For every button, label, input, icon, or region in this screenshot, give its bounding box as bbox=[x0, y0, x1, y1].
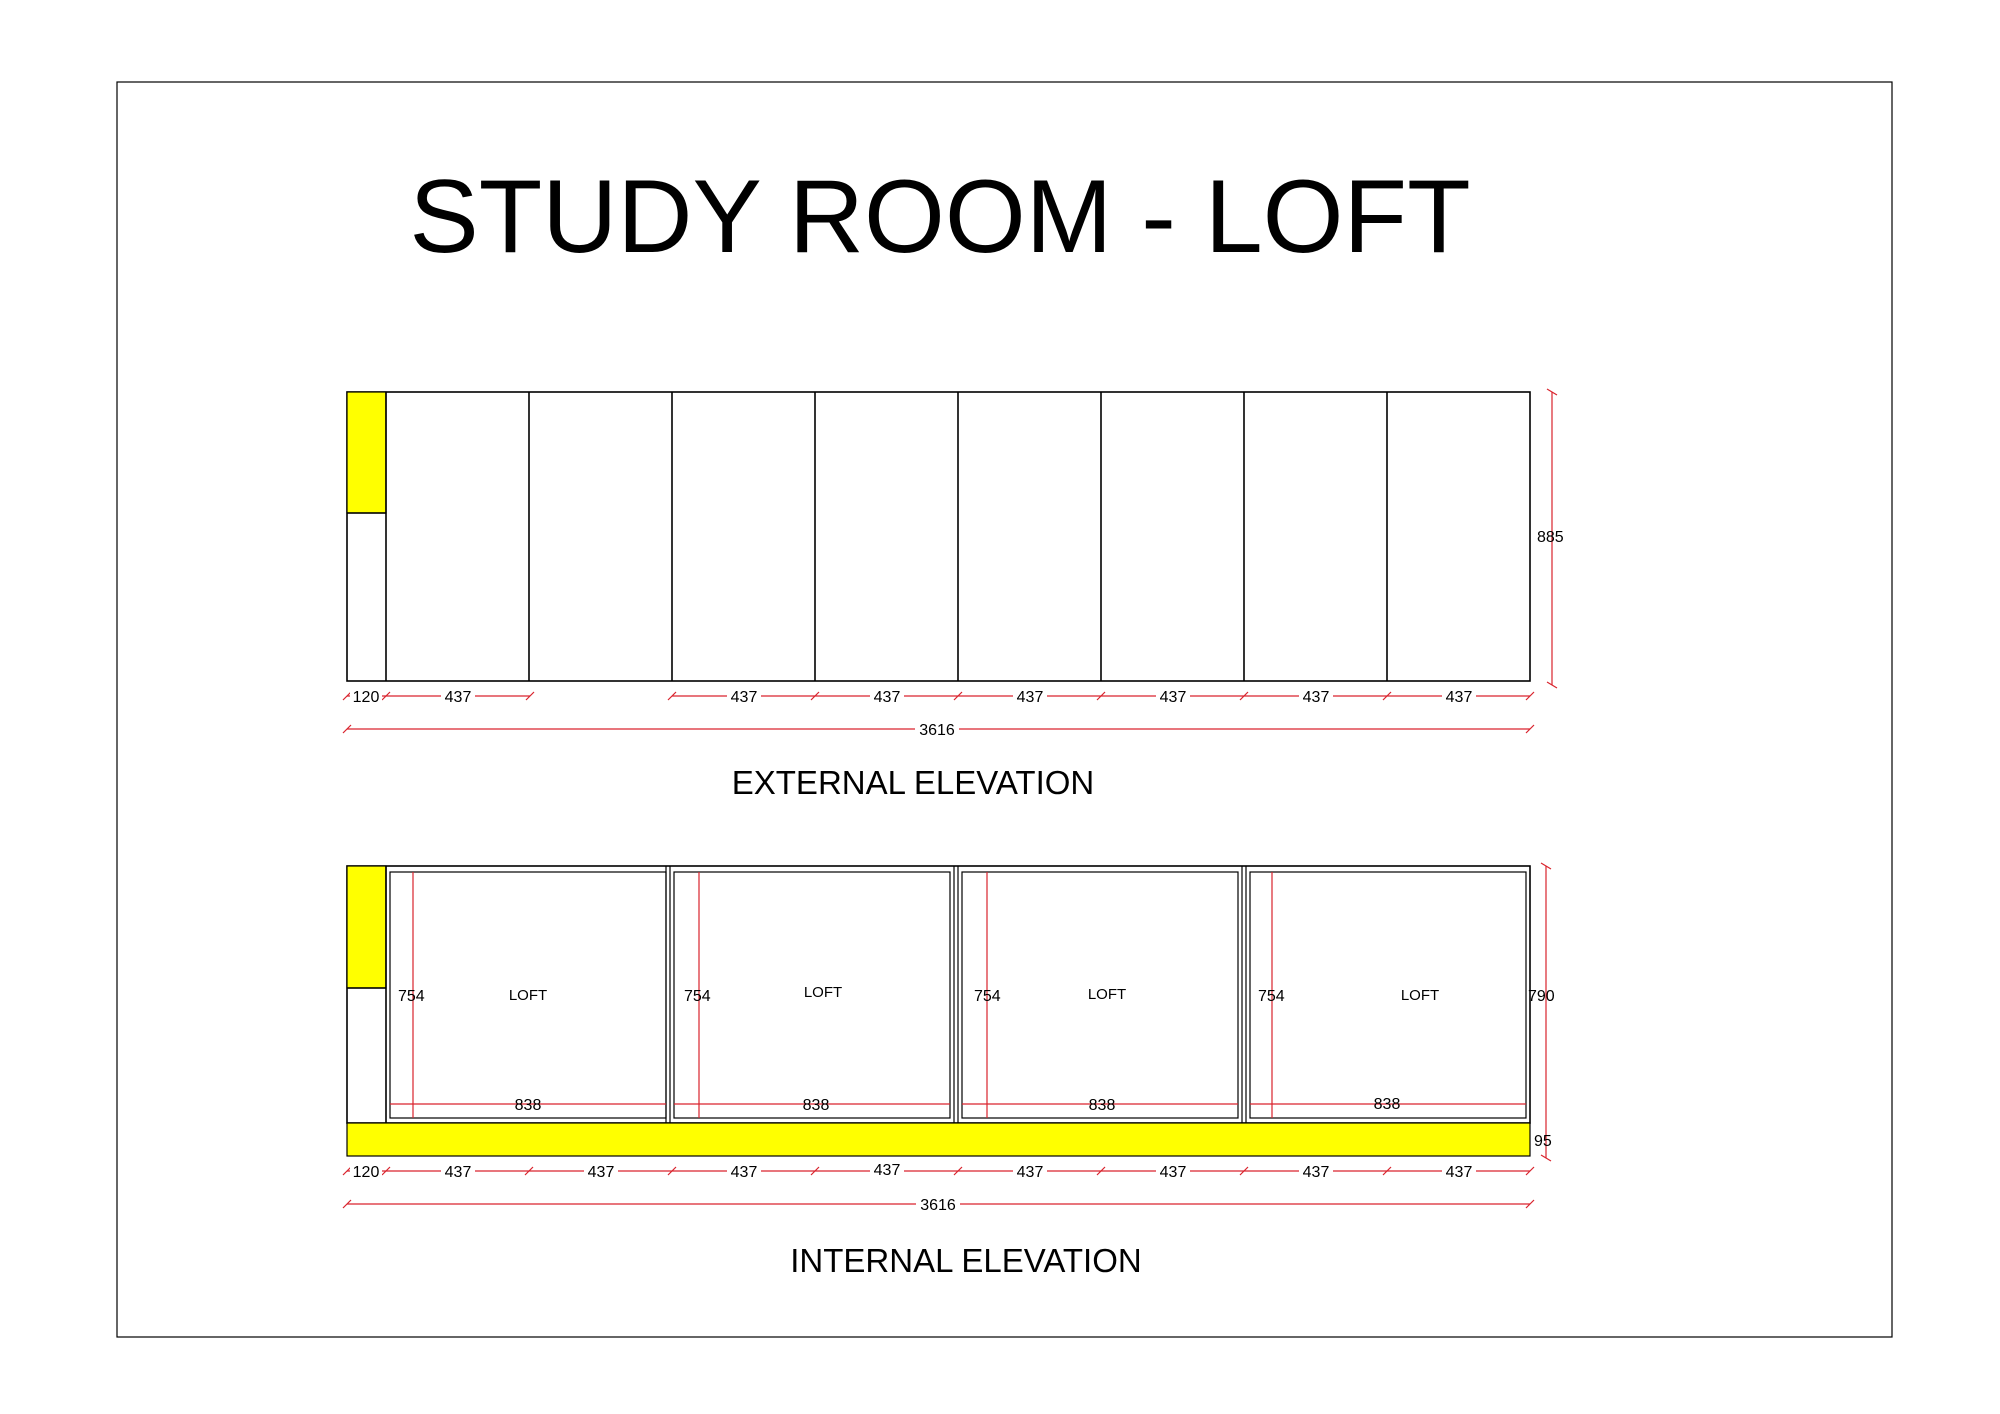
dim-label: 437 bbox=[873, 689, 901, 706]
loft-compartment-4 bbox=[1250, 872, 1526, 1118]
compartment-frame bbox=[1250, 872, 1526, 1118]
compartment-height-dim: 754 bbox=[974, 988, 1001, 1005]
dim-label: 437 bbox=[730, 689, 758, 706]
dim-label: 437 bbox=[1016, 689, 1044, 706]
external-outline bbox=[347, 392, 1530, 681]
compartment-label: LOFT bbox=[508, 987, 548, 1004]
loft-compartment-3 bbox=[962, 866, 1246, 1123]
compartment-height-dim: 754 bbox=[398, 988, 425, 1005]
compartment-height-dim: 754 bbox=[684, 988, 711, 1005]
external-yellow-panel bbox=[347, 392, 386, 513]
dim-label: 437 bbox=[1016, 1164, 1044, 1181]
external-elevation-caption: EXTERNAL ELEVATION bbox=[731, 764, 1095, 801]
internal-elevation-caption: INTERNAL ELEVATION bbox=[790, 1242, 1142, 1279]
compartment-height-dim: 754 bbox=[1258, 988, 1285, 1005]
loft-compartment-1 bbox=[390, 866, 670, 1123]
dim-label: 437 bbox=[730, 1164, 758, 1181]
dim-label: 437 bbox=[873, 1162, 901, 1179]
dim-label: 437 bbox=[444, 1164, 472, 1181]
dim-label: 437 bbox=[1159, 1164, 1187, 1181]
dim-label: 120 bbox=[352, 1164, 380, 1181]
external-height-dim: 885 bbox=[1537, 529, 1564, 546]
compartment-width-dim: 838 bbox=[802, 1097, 830, 1114]
compartment-width-dim: 838 bbox=[1373, 1096, 1401, 1113]
internal-elevation bbox=[343, 863, 1555, 1279]
compartment-label: LOFT bbox=[1400, 987, 1440, 1004]
dim-label: 437 bbox=[1302, 1164, 1330, 1181]
dim-label: 437 bbox=[1302, 689, 1330, 706]
dim-label: 437 bbox=[1445, 689, 1473, 706]
dim-label: 437 bbox=[1445, 1164, 1473, 1181]
compartment-label: LOFT bbox=[803, 984, 843, 1001]
loft-compartment-2 bbox=[674, 866, 958, 1123]
drawing-title: STUDY ROOM - LOFT bbox=[409, 159, 1471, 275]
external-elevation bbox=[343, 389, 1564, 801]
dim-label: 437 bbox=[587, 1164, 615, 1181]
internal-total-dim: 3616 bbox=[920, 1197, 956, 1214]
compartment-label: LOFT bbox=[1087, 986, 1127, 1003]
dim-label: 437 bbox=[1159, 689, 1187, 706]
external-total-dim: 3616 bbox=[919, 722, 955, 739]
external-shutter-dividers bbox=[529, 392, 1387, 681]
internal-height-dim: 790 bbox=[1528, 988, 1555, 1005]
plinth-height-dim: 95 bbox=[1534, 1133, 1552, 1150]
dim-label: 120 bbox=[352, 689, 380, 706]
compartment-width-dim: 838 bbox=[1088, 1097, 1116, 1114]
compartment-width-dim: 838 bbox=[514, 1097, 542, 1114]
internal-yellow-panel bbox=[347, 866, 386, 988]
internal-plinth bbox=[347, 1123, 1530, 1156]
external-width-dims bbox=[343, 686, 1534, 706]
dim-label: 437 bbox=[444, 689, 472, 706]
internal-width-dims bbox=[343, 1159, 1534, 1181]
